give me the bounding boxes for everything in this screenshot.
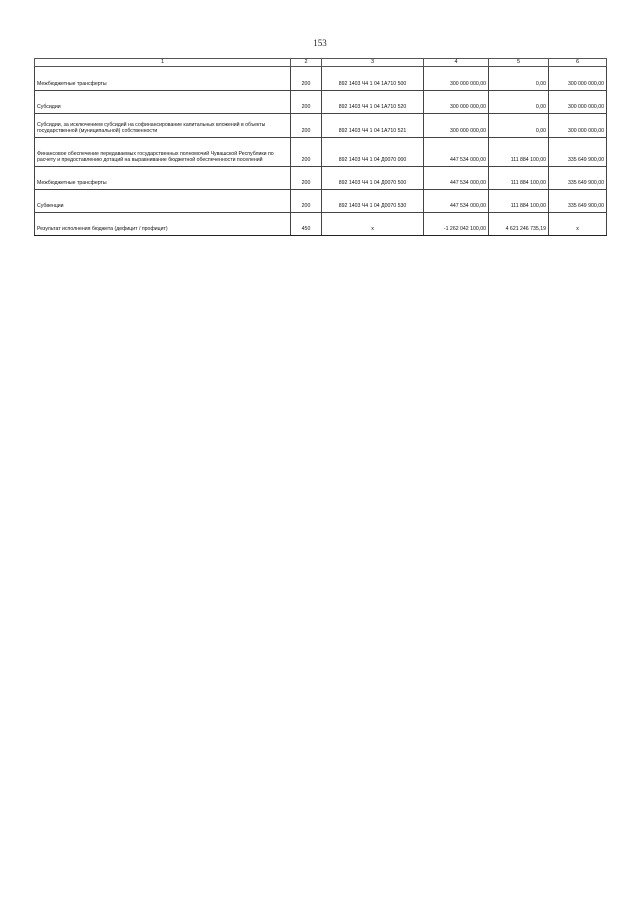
- row-name: Межбюджетные трансферты: [35, 166, 291, 189]
- table-row: [35, 166, 607, 189]
- row-name: Результат исполнения бюджета (дефицит / профицит): [35, 212, 291, 235]
- row-executed: 111 884 100,00: [489, 137, 549, 166]
- header-row: [35, 59, 607, 67]
- row-name: Межбюджетные трансферты: [35, 66, 291, 90]
- row-approved: -1 262 042 100,00: [424, 212, 489, 235]
- row-classification: 892 1403 Ч4 1 04 1А710 521: [322, 113, 424, 137]
- header-col-5: 5: [489, 59, 549, 67]
- row-classification: 892 1403 Ч4 1 04 Д0070 000: [322, 137, 424, 166]
- row-unexecuted: 300 000 000,00: [549, 90, 607, 113]
- row-unexecuted: 335 649 900,00: [549, 189, 607, 212]
- row-name: Субсидии, за исключением субсидий на софинансирование капитальных вложений в объекты государственной (муниципальной) собственности: [35, 113, 291, 137]
- row-approved: 300 000 000,00: [424, 113, 489, 137]
- row-executed: 4 621 246 735,19: [489, 212, 549, 235]
- row-approved: 447 534 000,00: [424, 189, 489, 212]
- row-classification: 892 1403 Ч4 1 04 1А710 520: [322, 90, 424, 113]
- row-executed: 0,00: [489, 66, 549, 90]
- row-classification: x: [322, 212, 424, 235]
- row-code: 200: [291, 166, 322, 189]
- table-row: [35, 137, 607, 166]
- row-classification: 892 1403 Ч4 1 04 Д0070 500: [322, 166, 424, 189]
- row-name: Субсидии: [35, 90, 291, 113]
- row-code: 200: [291, 90, 322, 113]
- table-row-result: [35, 212, 607, 235]
- header-col-3: 3: [322, 59, 424, 67]
- table-row: [35, 113, 607, 137]
- budget-execution-table: [34, 58, 607, 236]
- row-approved: 447 534 000,00: [424, 166, 489, 189]
- table-row: [35, 66, 607, 90]
- row-code: 200: [291, 66, 322, 90]
- header-col-4: 4: [424, 59, 489, 67]
- row-unexecuted: 300 000 000,00: [549, 113, 607, 137]
- row-name: Субвенции: [35, 189, 291, 212]
- row-code: 450: [291, 212, 322, 235]
- row-unexecuted: 335 649 900,00: [549, 137, 607, 166]
- row-unexecuted: 335 649 900,00: [549, 166, 607, 189]
- row-approved: 447 534 000,00: [424, 137, 489, 166]
- row-approved: 300 000 000,00: [424, 90, 489, 113]
- row-executed: 0,00: [489, 113, 549, 137]
- row-code: 200: [291, 113, 322, 137]
- page-number: 153: [313, 38, 327, 48]
- row-executed: 0,00: [489, 90, 549, 113]
- header-col-1: 1: [35, 59, 291, 67]
- row-unexecuted: 300 000 000,00: [549, 66, 607, 90]
- header-col-2: 2: [291, 59, 322, 67]
- row-classification: 892 1403 Ч4 1 04 Д0070 530: [322, 189, 424, 212]
- table-row: [35, 189, 607, 212]
- header-col-6: 6: [549, 59, 607, 67]
- row-name: Финансовое обеспечение передаваемых государственных полномочий Чувашской Республики по расчету и предоставлению дотаций на выравнивание бюджетной обеспеченности поселений: [35, 137, 291, 166]
- row-approved: 300 000 000,00: [424, 66, 489, 90]
- row-unexecuted: x: [549, 212, 607, 235]
- row-classification: 892 1403 Ч4 1 04 1А710 500: [322, 66, 424, 90]
- row-code: 200: [291, 137, 322, 166]
- row-code: 200: [291, 189, 322, 212]
- table-row: [35, 90, 607, 113]
- row-executed: 111 884 100,00: [489, 189, 549, 212]
- row-executed: 111 884 100,00: [489, 166, 549, 189]
